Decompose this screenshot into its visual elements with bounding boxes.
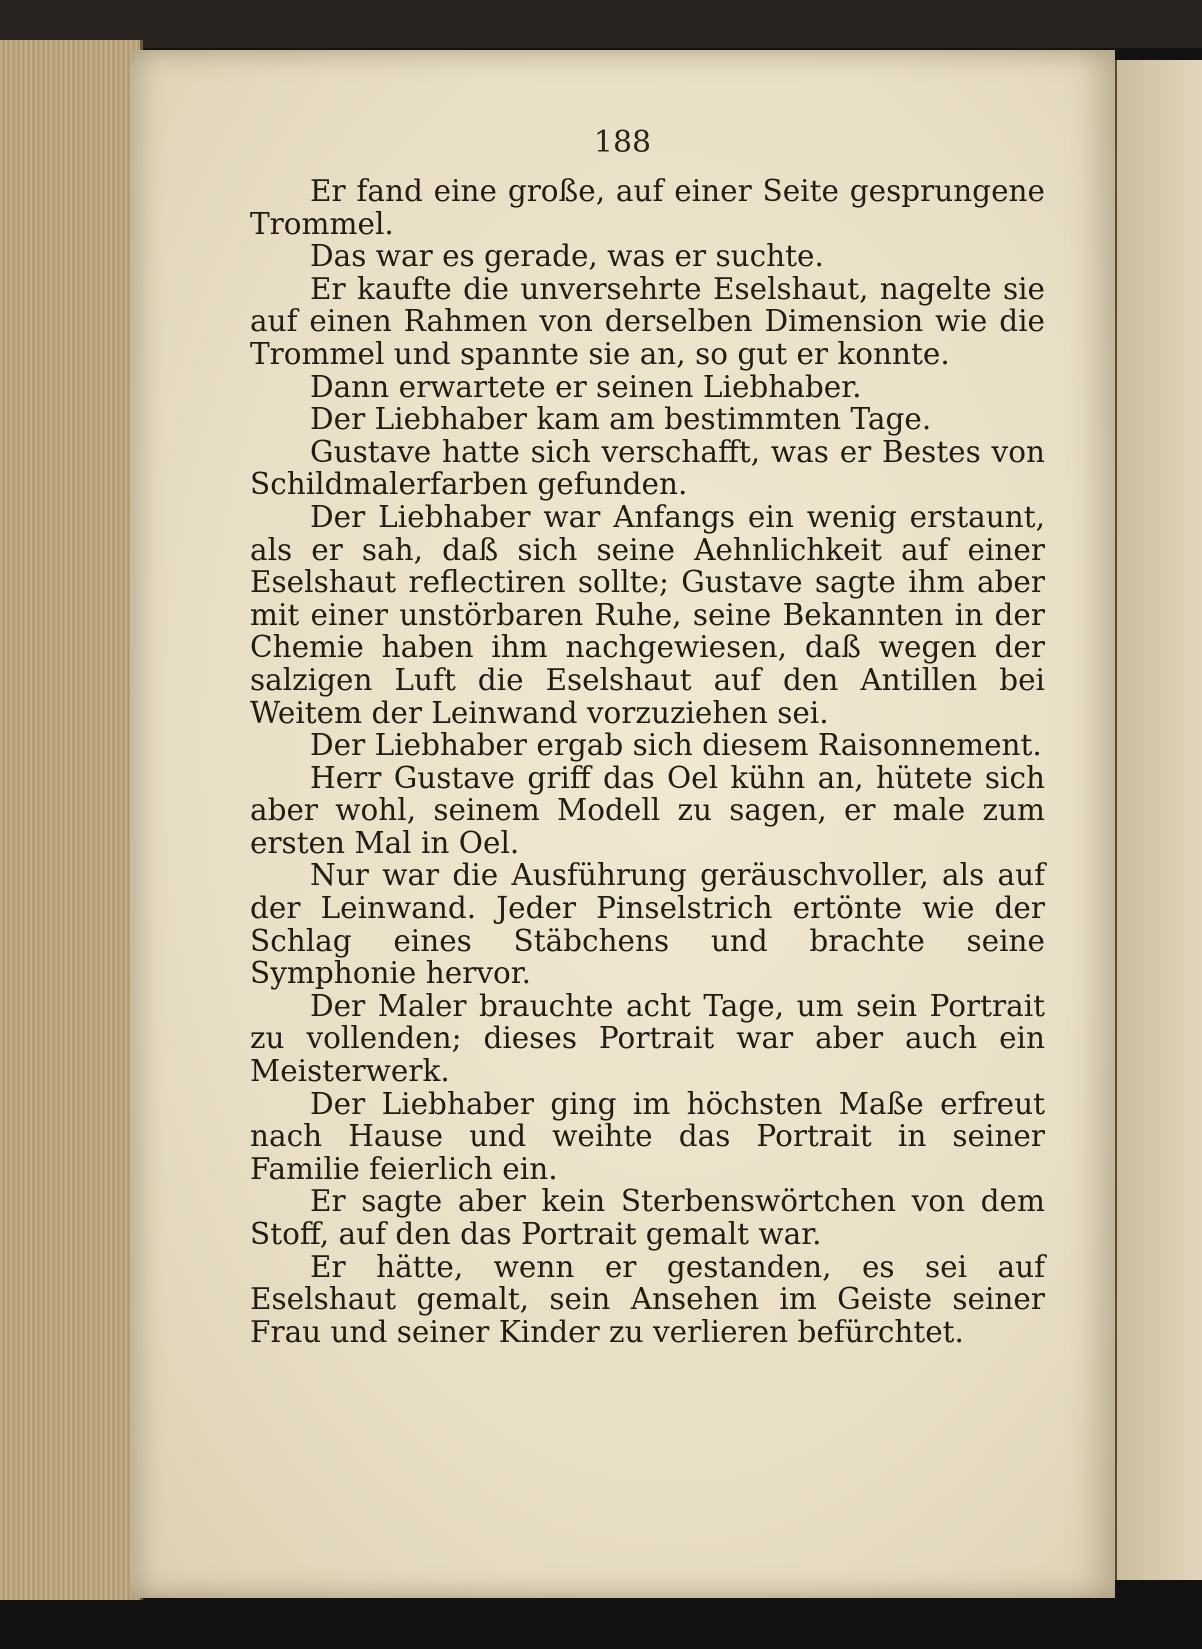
paragraph-14: Er hätte, wenn er gestanden, es sei auf Eselshaut gemalt, sein Ansehen im Geiste seiner Frau und seiner Kinder zu verlieren befürchtet.: [250, 1249, 1045, 1349]
paragraph-6: Gustave hatte sich verschafft, was er Bestes von Schildmalerfarben gefunden.: [250, 434, 1045, 502]
paragraph-5: Der Liebhaber kam am bestimmten Tage.: [310, 402, 932, 437]
paragraph-4: Dann erwartete er seinen Liebhaber.: [310, 369, 862, 404]
book-page-edges: [0, 40, 143, 1600]
paragraph-12: Der Liebhaber ging im höchsten Maße erfreut nach Hause und weihte das Portrait in seiner Familie feierlich ein.: [250, 1086, 1045, 1186]
book-cover-top: [0, 0, 1202, 48]
paragraph-2: Das war es gerade, was er suchte.: [310, 239, 824, 274]
book-page: [130, 50, 1115, 1598]
paragraph-1: Er fand eine große, auf einer Seite gesprungene Trommel.: [250, 174, 1045, 241]
paragraph-11: Der Maler brauchte acht Tage, um sein Portrait zu vollenden; dieses Portrait war aber auch ein Meisterwerk.: [250, 988, 1045, 1089]
paragraph-8: Der Liebhaber ergab sich diesem Raisonnement.: [310, 728, 1042, 763]
body-text: [250, 175, 1045, 1348]
paragraph-9: Herr Gustave griff das Oel kühn an, hütete sich aber wohl, seinem Modell zu sagen, er male zum ersten Mal in Oel.: [250, 760, 1045, 860]
page-number: 188: [593, 125, 652, 160]
paragraph-10: Nur war die Ausführung geräuschvoller, als auf der Leinwand. Jeder Pinselstrich ertönte wie der Schlag eines Stäbchens und brachte seine Symphonie hervor.: [250, 858, 1045, 991]
facing-page-edge: [1115, 60, 1202, 1580]
paragraph-3: Er kaufte die unversehrte Eselshaut, nagelte sie auf einen Rahmen von derselben Dimension wie die Trommel und spannte sie an, so gut er konnte.: [250, 271, 1045, 371]
paragraph-7: Der Liebhaber war Anfangs ein wenig erstaunt, als er sah, daß sich seine Aehnlichkeit auf einer Eselshaut reflectiren sollte; Gustave sagte ihm aber mit einer unstörbaren Ruhe, seine Bekannten in der Chemie haben ihm nachgewiesen, daß wegen der salzigen Luft die Eselshaut auf den Antillen bei Weitem der Leinwand vorzuziehen sei.: [250, 499, 1045, 730]
paragraph-13: Er sagte aber kein Sterbenswörtchen von dem Stoff, auf den das Portrait gemalt war.: [250, 1184, 1045, 1251]
